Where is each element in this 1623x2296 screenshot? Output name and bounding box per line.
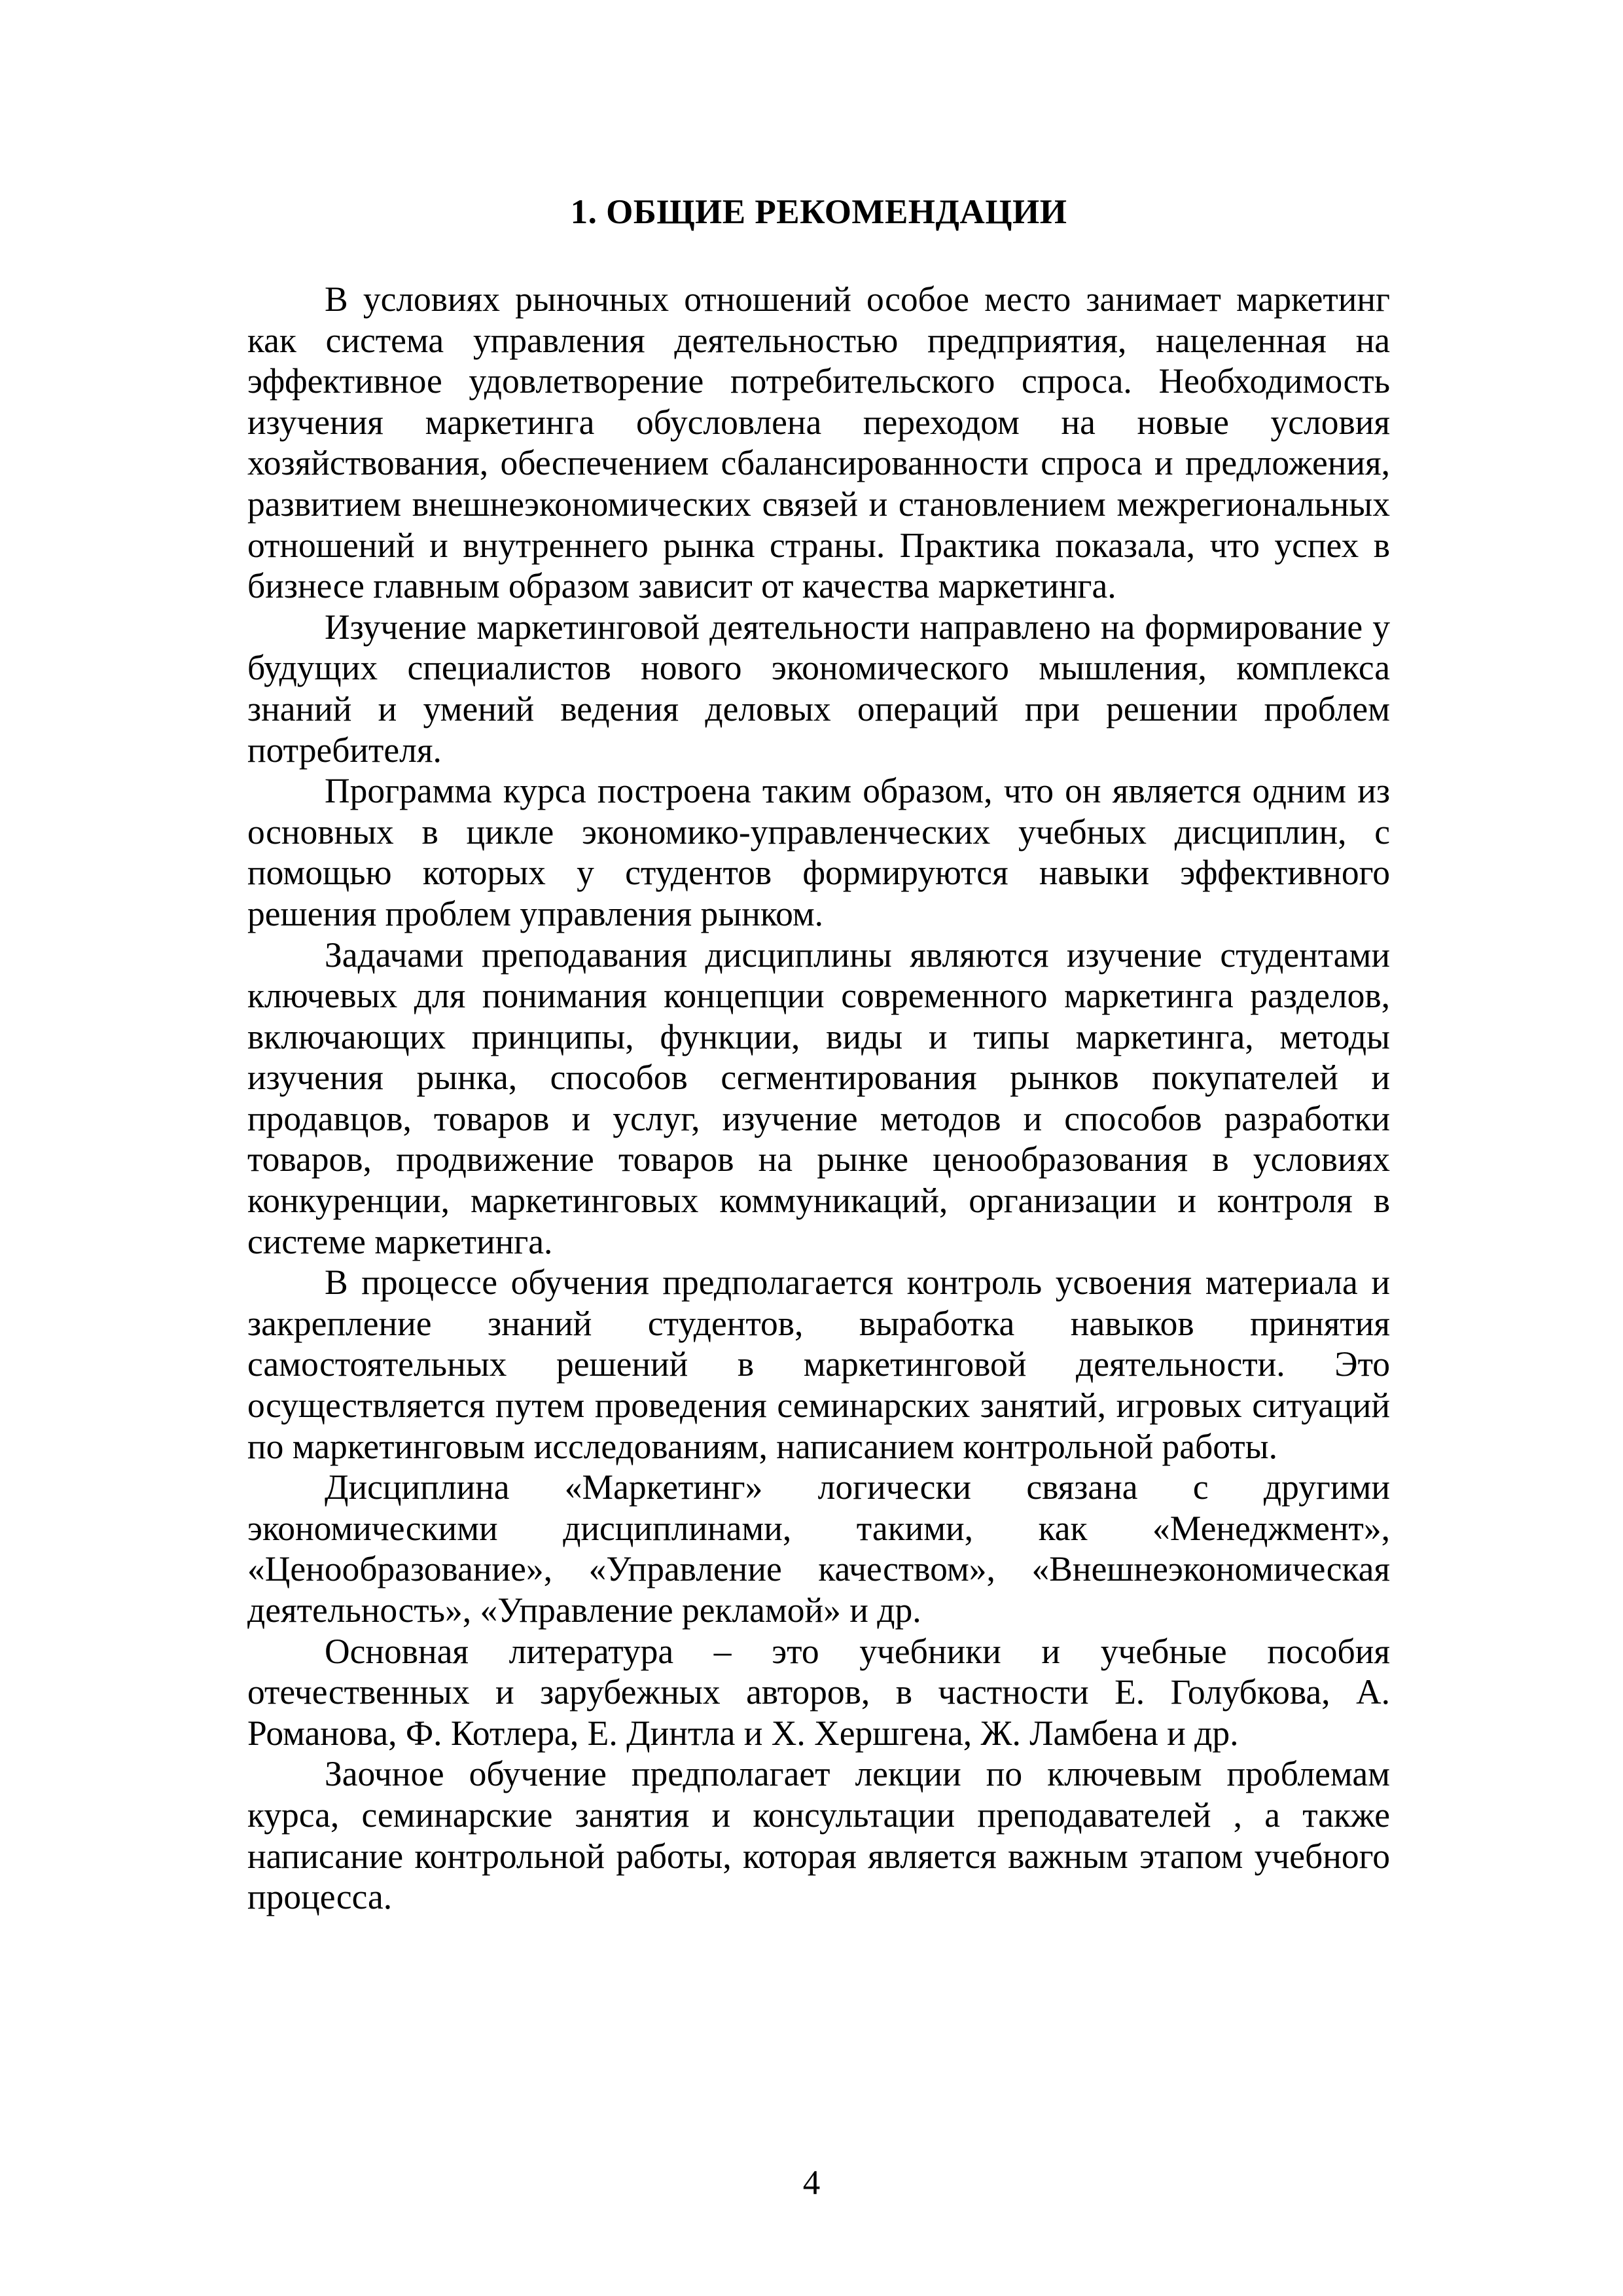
- paragraph-study-goals: Изучение маркетинговой деятельности направлено на формирование у будущих специалистов нового экономического мышления, комплекса знаний и умений ведения деловых операций при решении проблем потребителя.: [247, 607, 1390, 770]
- section-body: [247, 279, 1390, 1918]
- paragraph-market-relations: В условиях рыночных отношений особое место занимает маркетинг как система управления деятельностью предприятия, нацеленная на эффективное удовлетворение потребительского спроса. Необходимость изучения маркетинга обусловлена переходом на новые условия хозяйствования, обеспечением сбалансированности спроса и предложения, развитием внешнеэкономических связей и становлением межрегиональных отношений и внутреннего рынка страны. Практика показала, что успех в бизнесе главным образом зависит от качества маркетинга.: [247, 279, 1390, 606]
- section-heading: 1. ОБЩИЕ РЕКОМЕНДАЦИИ: [570, 193, 1067, 231]
- paragraph-learning-control: В процессе обучения предполагается контроль усвоения материала и закрепление знаний студентов, выработка навыков принятия самостоятельных решений в маркетинговой деятельности. Это осуществляется путем проведения семинарских занятий, игровых ситуаций по маркетинговым исследованиям, написанием контрольной работы.: [247, 1263, 1390, 1466]
- paragraph-course-program: Программа курса построена таким образом, что он является одним из основных в цикле экономико-управленческих учебных дисциплин, с помощью которых у студентов формируются навыки эффективного решения проблем управления рынком.: [247, 771, 1390, 933]
- paragraph-related-disciplines: Дисциплина «Маркетинг» логически связана с другими экономическими дисциплинами, такими, как «Менеджмент», «Ценообразование», «Управление качеством», «Внешнеэкономическая деятельность», «Управление рекламой» и др.: [247, 1467, 1390, 1630]
- paragraph-main-literature: Основная литература – это учебники и учебные пособия отечественных и зарубежных авторов, в частности Е. Голубкова, А. Романова, Ф. Котлера, Е. Динтла и Х. Хершгена, Ж. Ламбена и др.: [247, 1631, 1390, 1753]
- paragraph-distance-learning: Заочное обучение предполагает лекции по ключевым проблемам курса, семинарские занятия и консультации преподавателей , а также написание контрольной работы, которая является важным этапом учебного процесса.: [247, 1754, 1390, 1917]
- page-number: 4: [802, 2164, 821, 2202]
- paragraph-teaching-tasks: Задачами преподавания дисциплины являются изучение студентами ключевых для понимания концепции современного маркетинга разделов, включающих принципы, функции, виды и типы маркетинга, методы изучения рынка, способов сегментирования рынков покупателей и продавцов, товаров и услуг, изучение методов и способов разработки товаров, продвижение товаров на рынке ценообразования в условиях конкуренции, маркетинговых коммуникаций, организации и контроля в системе маркетинга.: [247, 935, 1390, 1261]
